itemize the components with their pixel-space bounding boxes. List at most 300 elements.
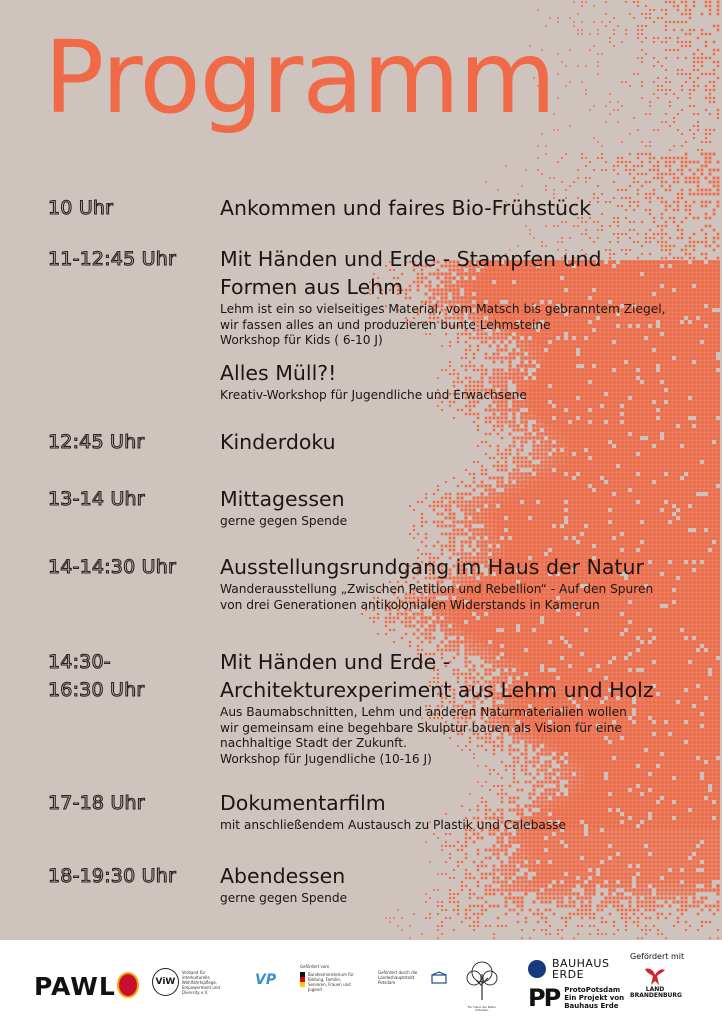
halftone-dot <box>637 129 639 131</box>
halftone-dot <box>580 416 584 420</box>
halftone-dot <box>616 348 620 352</box>
halftone-dot <box>649 237 651 239</box>
halftone-dot <box>596 480 600 484</box>
halftone-dot <box>664 532 668 536</box>
halftone-dot <box>517 469 520 472</box>
halftone-dot <box>592 352 596 356</box>
halftone-dot <box>713 129 715 131</box>
halftone-dot <box>657 129 659 131</box>
halftone-dot <box>497 461 500 464</box>
halftone-dot <box>709 1 712 4</box>
halftone-dot <box>716 344 720 348</box>
halftone-dot <box>669 37 671 39</box>
halftone-dot <box>469 349 471 351</box>
halftone-dot <box>560 404 564 408</box>
halftone-dot <box>705 109 707 111</box>
halftone-dot <box>660 456 664 460</box>
halftone-dot <box>564 480 568 484</box>
halftone-dot <box>704 532 708 536</box>
halftone-dot <box>673 173 676 176</box>
halftone-dot <box>592 476 596 480</box>
halftone-dot <box>713 169 716 172</box>
halftone-dot <box>616 472 620 476</box>
halftone-dot <box>528 352 531 355</box>
halftone-dot <box>716 464 720 468</box>
halftone-dot <box>477 413 480 416</box>
halftone-dot <box>716 488 720 492</box>
halftone-dot <box>716 312 720 316</box>
halftone-dot <box>613 181 615 183</box>
halftone-dot <box>657 233 659 235</box>
halftone-dot <box>620 472 624 476</box>
halftone-dot <box>712 464 716 468</box>
halftone-dot <box>716 436 720 440</box>
halftone-dot <box>640 464 644 468</box>
halftone-dot <box>653 169 655 171</box>
halftone-dot <box>645 53 647 55</box>
halftone-dot <box>577 65 579 67</box>
halftone-dot <box>612 480 616 484</box>
halftone-dot <box>692 500 696 504</box>
halftone-dot <box>637 153 639 155</box>
halftone-dot <box>657 225 659 227</box>
halftone-dot <box>696 408 700 412</box>
halftone-dot <box>692 472 696 476</box>
halftone-dot <box>716 388 720 392</box>
halftone-dot <box>712 284 716 288</box>
halftone-dot <box>705 137 707 139</box>
halftone-dot <box>661 157 664 160</box>
halftone-dot <box>556 352 560 356</box>
halftone-dot <box>677 113 679 115</box>
halftone-dot <box>501 425 504 428</box>
halftone-dot <box>689 77 691 79</box>
halftone-dot <box>528 480 532 484</box>
halftone-dot <box>540 408 544 412</box>
halftone-dot <box>592 408 596 412</box>
halftone-dot <box>693 181 696 184</box>
halftone-dot <box>588 532 592 536</box>
halftone-dot <box>585 1 587 3</box>
halftone-dot <box>548 408 552 412</box>
halftone-dot <box>544 456 547 459</box>
halftone-dot <box>565 65 567 67</box>
halftone-dot <box>700 412 704 416</box>
halftone-dot <box>705 157 708 160</box>
halftone-dot <box>693 105 695 107</box>
halftone-dot <box>588 412 592 416</box>
halftone-dot <box>516 476 519 479</box>
halftone-dot <box>712 436 716 440</box>
halftone-dot <box>716 476 720 480</box>
halftone-dot <box>653 165 655 167</box>
halftone-dot <box>669 185 671 187</box>
halftone-dot <box>672 464 676 468</box>
halftone-dot <box>689 33 691 35</box>
halftone-dot <box>696 416 700 420</box>
halftone-dot <box>672 404 676 408</box>
halftone-dot <box>676 412 680 416</box>
halftone-dot <box>536 420 540 424</box>
halftone-dot <box>716 420 720 424</box>
halftone-dot <box>485 417 488 420</box>
halftone-dot <box>692 496 696 500</box>
halftone-dot <box>709 93 711 95</box>
halftone-dot <box>640 404 644 408</box>
halftone-dot <box>665 241 667 243</box>
halftone-dot <box>672 468 676 472</box>
halftone-dot <box>696 420 700 424</box>
halftone-dot <box>572 532 576 536</box>
halftone-dot <box>708 452 712 456</box>
halftone-dot <box>700 504 704 508</box>
halftone-dot <box>693 241 695 243</box>
halftone-dot <box>676 532 680 536</box>
halftone-dot <box>708 464 712 468</box>
halftone-dot <box>692 508 696 512</box>
halftone-dot <box>716 480 720 484</box>
halftone-dot <box>556 480 560 484</box>
halftone-dot <box>592 412 596 416</box>
halftone-dot <box>693 69 695 71</box>
halftone-dot <box>665 49 667 51</box>
halftone-dot <box>705 141 707 143</box>
halftone-dot <box>608 352 612 356</box>
halftone-dot <box>572 408 576 412</box>
halftone-dot <box>716 496 720 500</box>
halftone-dot <box>628 468 632 472</box>
halftone-dot <box>489 409 492 412</box>
halftone-dot <box>656 532 660 536</box>
halftone-dot <box>621 105 623 107</box>
halftone-dot <box>696 524 700 528</box>
halftone-dot <box>700 304 704 308</box>
halftone-dot <box>700 380 704 384</box>
halftone-dot <box>704 460 708 464</box>
halftone-dot <box>553 225 555 227</box>
halftone-dot <box>564 464 568 468</box>
halftone-dot <box>716 268 720 272</box>
halftone-dot <box>704 488 708 492</box>
halftone-dot <box>588 352 592 356</box>
halftone-dot <box>525 169 527 171</box>
halftone-dot <box>696 488 700 492</box>
halftone-dot <box>644 480 648 484</box>
halftone-dot <box>700 364 704 368</box>
halftone-dot <box>628 404 632 408</box>
halftone-dot <box>625 165 627 167</box>
halftone-dot <box>704 316 708 320</box>
halftone-dot <box>596 352 600 356</box>
halftone-dot <box>712 324 716 328</box>
halftone-dot <box>556 464 560 468</box>
halftone-dot <box>585 89 587 91</box>
halftone-dot <box>716 460 720 464</box>
halftone-dot <box>692 344 696 348</box>
halftone-dot <box>548 416 552 420</box>
halftone-dot <box>497 425 500 428</box>
halftone-dot <box>700 420 704 424</box>
halftone-dot <box>681 229 683 231</box>
halftone-dot <box>665 121 667 123</box>
halftone-dot <box>716 500 720 504</box>
halftone-dot <box>704 268 708 272</box>
halftone-dot <box>705 217 708 220</box>
halftone-dot <box>712 524 716 528</box>
halftone-dot <box>584 404 588 408</box>
halftone-dot <box>685 141 687 143</box>
halftone-dot <box>716 264 720 268</box>
halftone-dot <box>689 93 691 95</box>
halftone-dot <box>572 472 576 476</box>
halftone-dot <box>645 37 647 39</box>
halftone-dot <box>713 237 716 240</box>
halftone-dot <box>665 81 667 83</box>
halftone-dot <box>637 241 639 243</box>
halftone-dot <box>516 532 520 536</box>
halftone-dot <box>717 61 719 63</box>
halftone-dot <box>684 532 688 536</box>
halftone-dot <box>564 456 568 460</box>
halftone-dot <box>516 408 519 411</box>
halftone-dot <box>501 477 504 480</box>
halftone-dot <box>564 420 568 424</box>
halftone-dot <box>653 189 655 191</box>
halftone-dot <box>716 280 720 284</box>
halftone-dot <box>537 169 539 171</box>
halftone-dot <box>652 420 656 424</box>
halftone-dot <box>653 41 655 43</box>
halftone-dot <box>708 364 712 368</box>
halftone-dot <box>629 161 631 163</box>
halftone-dot <box>693 137 695 139</box>
halftone-dot <box>556 412 560 416</box>
halftone-dot <box>512 476 515 479</box>
halftone-dot <box>700 516 704 520</box>
halftone-dot <box>700 280 704 284</box>
halftone-dot <box>653 177 655 179</box>
halftone-dot <box>700 392 704 396</box>
halftone-dot <box>493 409 496 412</box>
halftone-dot <box>572 480 576 484</box>
halftone-dot <box>568 456 572 460</box>
halftone-dot <box>681 145 683 147</box>
halftone-dot <box>708 336 712 340</box>
halftone-dot <box>692 316 696 320</box>
halftone-dot <box>712 412 716 416</box>
halftone-dot <box>716 316 720 320</box>
halftone-dot <box>704 452 708 456</box>
halftone-dot <box>697 129 699 131</box>
halftone-dot <box>649 153 651 155</box>
halftone-dot <box>693 257 695 259</box>
halftone-dot <box>705 153 708 156</box>
halftone-dot <box>640 472 644 476</box>
halftone-dot <box>700 428 704 432</box>
halftone-dot <box>569 185 571 187</box>
halftone-dot <box>592 468 596 472</box>
halftone-dot <box>624 480 628 484</box>
halftone-dot <box>680 412 684 416</box>
halftone-dot <box>661 17 663 19</box>
halftone-dot <box>685 13 687 15</box>
halftone-dot <box>693 29 695 31</box>
halftone-dot <box>560 468 564 472</box>
halftone-dot <box>660 460 664 464</box>
halftone-dot <box>696 440 700 444</box>
halftone-dot <box>600 460 604 464</box>
halftone-dot <box>712 532 716 536</box>
halftone-dot <box>684 408 688 412</box>
halftone-dot <box>640 532 644 536</box>
halftone-dot <box>525 457 528 460</box>
halftone-dot <box>700 336 704 340</box>
halftone-dot <box>616 420 620 424</box>
halftone-dot <box>712 300 716 304</box>
halftone-dot <box>601 157 603 159</box>
halftone-dot <box>552 420 556 424</box>
halftone-dot <box>637 73 639 75</box>
halftone-dot <box>644 472 648 476</box>
halftone-dot <box>600 472 604 476</box>
halftone-dot <box>701 149 703 151</box>
halftone-dot <box>580 352 584 356</box>
halftone-dot <box>605 25 607 27</box>
halftone-dot <box>624 464 628 468</box>
halftone-dot <box>537 9 539 11</box>
halftone-dot <box>692 488 696 492</box>
halftone-dot <box>629 13 631 15</box>
halftone-dot <box>557 161 559 163</box>
halftone-dot <box>580 464 584 468</box>
halftone-dot <box>685 41 687 43</box>
halftone-dot <box>700 508 704 512</box>
halftone-dot <box>708 436 712 440</box>
halftone-dot <box>685 45 687 47</box>
halftone-dot <box>596 348 600 352</box>
halftone-dot <box>624 352 628 356</box>
halftone-dot <box>625 1 627 3</box>
halftone-dot <box>705 73 707 75</box>
halftone-dot <box>700 372 704 376</box>
halftone-dot <box>608 532 612 536</box>
halftone-dot <box>685 153 688 156</box>
halftone-dot <box>508 532 512 536</box>
halftone-dot <box>669 21 671 23</box>
halftone-dot <box>556 460 560 464</box>
halftone-dot <box>712 428 716 432</box>
halftone-dot <box>716 332 720 336</box>
halftone-dot <box>664 420 668 424</box>
halftone-dot <box>676 348 680 352</box>
halftone-dot <box>688 476 692 480</box>
halftone-dot <box>621 189 623 191</box>
halftone-dot <box>604 404 608 408</box>
halftone-dot <box>696 448 700 452</box>
halftone-dot <box>568 472 572 476</box>
halftone-dot <box>716 304 720 308</box>
halftone-dot <box>673 93 675 95</box>
halftone-dot <box>513 473 516 476</box>
halftone-dot <box>693 85 695 87</box>
halftone-dot <box>584 348 588 352</box>
halftone-dot <box>617 233 619 235</box>
halftone-dot <box>680 460 684 464</box>
halftone-dot <box>717 113 719 115</box>
halftone-dot <box>580 468 584 472</box>
halftone-dot <box>645 25 647 27</box>
halftone-dot <box>552 460 556 464</box>
halftone-dot <box>660 472 664 476</box>
halftone-dot <box>548 532 552 536</box>
halftone-dot <box>568 404 572 408</box>
halftone-dot <box>560 408 564 412</box>
halftone-dot <box>524 532 528 536</box>
halftone-dot <box>532 412 536 416</box>
halftone-dot <box>689 89 691 91</box>
halftone-dot <box>688 404 692 408</box>
halftone-dot <box>548 464 552 468</box>
halftone-dot <box>641 25 643 27</box>
halftone-dot <box>689 17 691 19</box>
halftone-dot <box>677 229 679 231</box>
halftone-dot <box>693 57 695 59</box>
halftone-dot <box>649 141 651 143</box>
halftone-dot <box>585 177 587 179</box>
halftone-dot <box>677 177 680 180</box>
halftone-dot <box>413 537 415 539</box>
halftone-dot <box>717 65 719 67</box>
halftone-dot <box>576 404 580 408</box>
halftone-dot <box>600 468 604 472</box>
halftone-dot <box>708 396 712 400</box>
halftone-dot <box>632 456 636 460</box>
halftone-dot <box>648 456 652 460</box>
halftone-dot <box>512 348 515 351</box>
halftone-dot <box>645 181 647 183</box>
halftone-dot <box>704 444 708 448</box>
halftone-dot <box>552 464 556 468</box>
halftone-dot <box>676 420 680 424</box>
halftone-dot <box>640 456 644 460</box>
halftone-dot <box>521 465 524 468</box>
halftone-dot <box>596 412 600 416</box>
halftone-dot <box>509 473 512 476</box>
halftone-dot <box>712 528 716 532</box>
halftone-dot <box>664 408 668 412</box>
halftone-dot <box>697 217 700 220</box>
halftone-dot <box>540 472 544 476</box>
halftone-dot <box>557 97 559 99</box>
halftone-dot <box>580 408 584 412</box>
halftone-dot <box>692 388 696 392</box>
halftone-dot <box>532 404 536 408</box>
halftone-dot <box>708 444 712 448</box>
halftone-dot <box>645 5 647 7</box>
halftone-dot <box>680 480 684 484</box>
halftone-dot <box>709 181 712 184</box>
halftone-dot <box>625 33 627 35</box>
halftone-dot <box>633 17 635 19</box>
halftone-dot <box>589 161 591 163</box>
halftone-dot <box>592 480 596 484</box>
halftone-dot <box>636 464 640 468</box>
halftone-dot <box>560 352 564 356</box>
halftone-dot <box>709 193 712 196</box>
halftone-dot <box>668 472 672 476</box>
halftone-dot <box>445 481 447 483</box>
halftone-dot <box>645 237 647 239</box>
